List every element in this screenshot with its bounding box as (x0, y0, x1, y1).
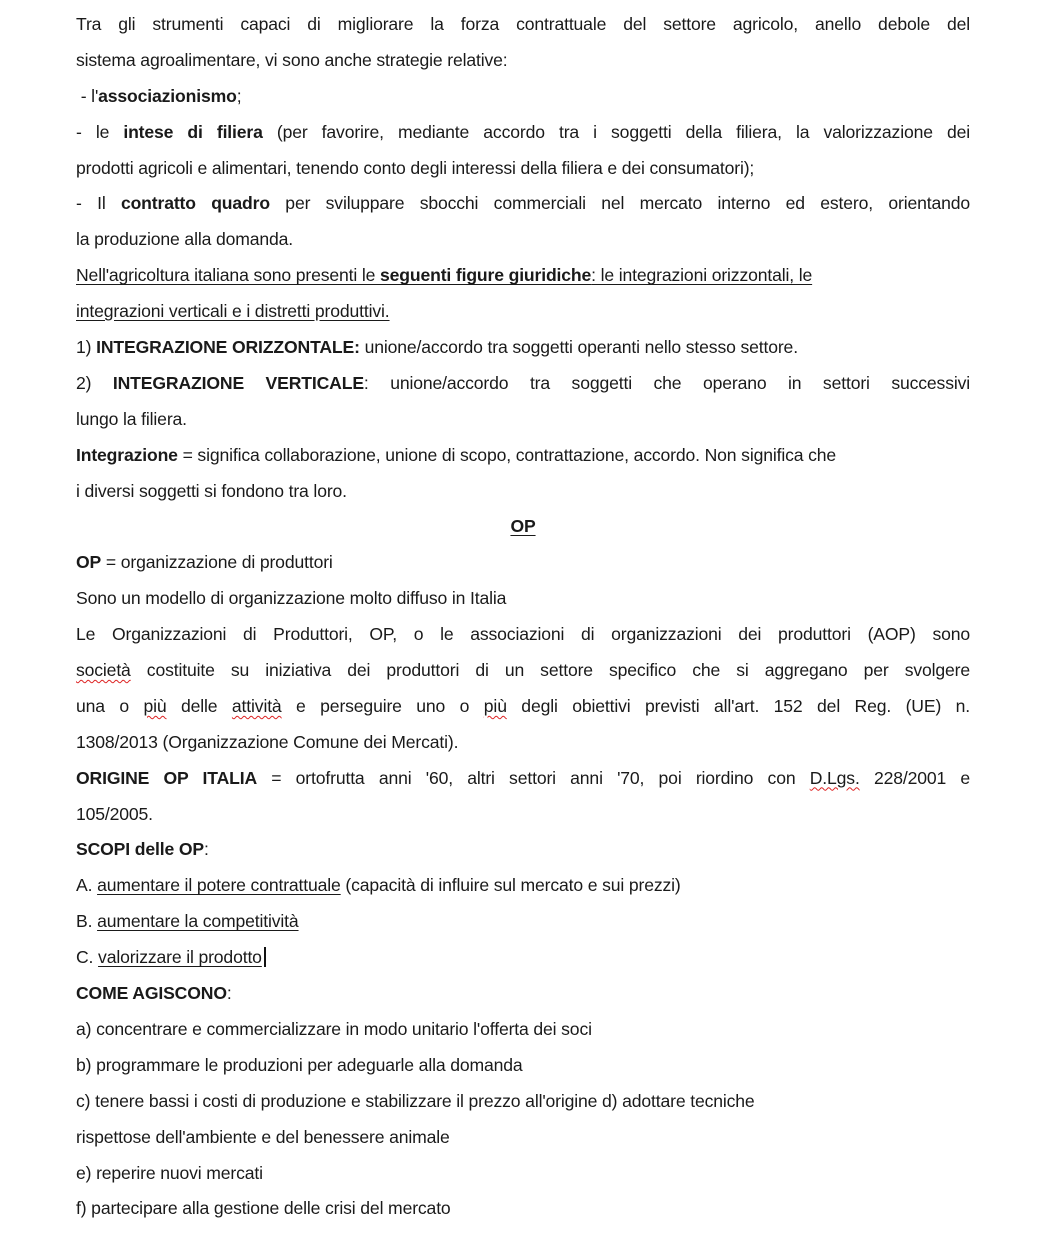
text-cursor (264, 947, 266, 967)
text: e) reperire nuovi mercati (76, 1162, 263, 1183)
text: una o (76, 695, 144, 716)
text: prodotti agricoli e alimentari, tenendo conto degli interessi della filiera e dei consumatori); (76, 157, 755, 178)
bullet-associazionismo (76, 79, 970, 115)
text: 1308/2013 (Organizzazione Comune dei Mercati). (76, 731, 459, 752)
text: (capacità di influire sul mercato e sui prezzi) (340, 875, 681, 896)
text-line (76, 797, 970, 833)
list-item (76, 1048, 970, 1084)
text: c) tenere bassi i costi di produzione e stabilizzare il prezzo all'origine d) adottare tecniche (76, 1090, 755, 1111)
scopo-c (76, 940, 970, 976)
text: unione/accordo tra soggetti operanti nello stesso settore. (359, 337, 798, 358)
text: : le integrazioni orizzontali, le (591, 265, 813, 286)
text: delle (166, 695, 232, 716)
text-line (76, 7, 970, 43)
text: la produzione alla domanda. (76, 229, 294, 250)
text: i diversi soggetti si fondono tra loro. (76, 480, 347, 501)
text: lungo la filiera. (76, 408, 187, 429)
text: = ortofrutta anni '60, altri settori anni '70, poi riordino con (257, 767, 810, 788)
bold-text: associazionismo (98, 85, 237, 106)
text: sistema agroalimentare, vi sono anche strategie relative: (76, 49, 508, 70)
misspelled-word[interactable]: attività (231, 695, 282, 716)
text: f) partecipare alla gestione delle crisi del mercato (76, 1198, 451, 1219)
text: - l' (76, 85, 99, 106)
text-line (76, 43, 970, 79)
text: : unione/accordo tra soggetti che operano in settori successivi (363, 372, 970, 393)
list-item (76, 1191, 970, 1227)
text: : (226, 983, 232, 1004)
bold-text: SCOPI delle OP (76, 839, 204, 860)
text-line (76, 725, 970, 761)
document-page[interactable] (76, 7, 970, 1227)
text-line (76, 653, 970, 689)
text: A. (76, 875, 98, 896)
bold-text: seguenti figure giuridiche (380, 265, 592, 286)
text: Sono un modello di organizzazione molto diffuso in Italia (76, 588, 507, 609)
bullet-contratto-quadro (76, 186, 970, 222)
text: 228/2001 e (859, 767, 970, 788)
integrazione-definition (76, 438, 970, 474)
text: rispettose dell'ambiente e del benessere animale (76, 1126, 450, 1147)
text: : (203, 839, 209, 860)
scopo-b (76, 904, 970, 940)
text: = significa collaborazione, unione di scopo, contrattazione, accordo. Non significa che (177, 444, 837, 465)
text: 1) (76, 337, 97, 358)
text: Le Organizzazioni di Produttori, OP, o le associazioni di organizzazioni dei produttori (AOP) sono (76, 624, 970, 645)
list-item (76, 1084, 970, 1120)
text-line (76, 151, 970, 187)
list-item (76, 1012, 970, 1048)
text: b) programmare le produzioni per adeguarle alla domanda (76, 1054, 523, 1075)
text-line (76, 617, 970, 653)
bold-text: OP (76, 552, 102, 573)
text: degli obiettivi previsti all'art. 152 del Reg. (UE) n. (506, 695, 970, 716)
text: - Il (76, 193, 121, 214)
integrazione-verticale (76, 366, 970, 402)
text-line (76, 222, 970, 258)
underlined-text: aumentare la competitività (97, 911, 299, 932)
misspelled-word[interactable]: società (76, 660, 131, 681)
text: - le (76, 121, 124, 142)
underlined-text: valorizzare il prodotto (98, 947, 262, 968)
bold-text: intese di filiera (123, 121, 263, 142)
bullet-intese-filiera (76, 115, 970, 151)
misspelled-word[interactable]: D.Lgs. (809, 767, 860, 788)
section-heading-op (76, 509, 970, 545)
text: 105/2005. (76, 803, 153, 824)
text: = organizzazione di produttori (101, 552, 333, 573)
misspelled-word[interactable]: più (483, 695, 507, 716)
op-definition (76, 545, 970, 581)
text-line (76, 474, 970, 510)
bold-text: ORIGINE OP ITALIA (76, 767, 258, 788)
origine-op-italia (76, 761, 970, 797)
underlined-text: aumentare il potere contrattuale (97, 875, 341, 896)
text: integrazioni verticali e i distretti produttivi. (76, 301, 390, 322)
bold-text: contratto quadro (120, 193, 270, 214)
underlined-line (76, 294, 970, 330)
scopi-heading (76, 832, 970, 868)
text: ; (236, 85, 242, 106)
text: a) concentrare e commercializzare in modo unitario l'offerta dei soci (76, 1018, 592, 1039)
bold-text: Integrazione (76, 444, 178, 465)
text-line (76, 581, 970, 617)
heading-text: OP (510, 516, 536, 537)
text-line (76, 402, 970, 438)
bold-text: INTEGRAZIONE VERTICALE (112, 372, 364, 393)
bold-text: COME AGISCONO (76, 983, 227, 1004)
text: Tra gli strumenti capaci di migliorare la forza contrattuale del settore agricolo, anello debole del (76, 14, 970, 34)
bold-text: INTEGRAZIONE ORIZZONTALE: (96, 337, 360, 358)
text: B. (76, 911, 98, 932)
text: C. (76, 947, 99, 968)
misspelled-word[interactable]: più (143, 695, 167, 716)
integrazione-orizzontale (76, 330, 970, 366)
text: e perseguire uno o (281, 695, 484, 716)
underlined-line (76, 258, 954, 294)
come-agiscono-heading (76, 976, 970, 1012)
text: (per favorire, mediante accordo tra i soggetti della filiera, la valorizzazione dei (262, 121, 970, 142)
text: 2) (76, 372, 113, 393)
text: costituite su iniziativa dei produttori di un settore specifico che si aggregano per svolgere (130, 660, 970, 681)
text: per sviluppare sbocchi commerciali nel mercato interno ed estero, orientando (269, 193, 970, 214)
text-line (76, 689, 970, 725)
list-item (76, 1156, 970, 1192)
text: Nell'agricoltura italiana sono presenti le (76, 265, 380, 286)
list-item (76, 1120, 970, 1156)
scopo-a (76, 868, 970, 904)
